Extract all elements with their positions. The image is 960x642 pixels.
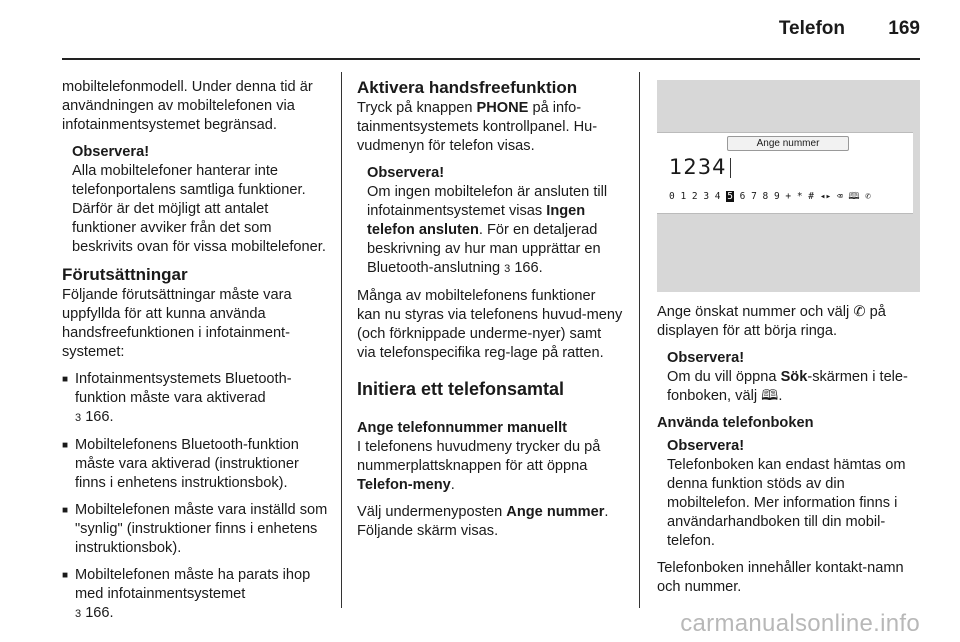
column-divider-2	[639, 72, 640, 608]
page-reference[interactable]	[504, 260, 543, 276]
keypad-row: 0 1 2 3 4 5 6 7 8 9 + * # ◂▸ ⌫ 🕮 ✆	[669, 191, 871, 202]
note-box	[62, 143, 330, 257]
section-heading: Förutsättningar	[62, 265, 188, 284]
paragraph: Många av mobiltelefonens funktioner kan nu styras via telefonens huvud-meny (och förknippade underme-nyer) samt via telefonspecifika reg-lage på ratten.	[357, 288, 623, 361]
display-screen	[657, 132, 913, 214]
ref-arrow-icon: 3	[75, 412, 82, 424]
screen-figure	[657, 80, 920, 292]
column-1	[62, 78, 330, 628]
list-item	[62, 370, 330, 428]
page-number: 169	[888, 18, 920, 39]
call-icon: ✆	[853, 304, 866, 320]
list-item-text: Mobiltelefonen måste vara inställd som "synlig" (instruktioner finns i enhetens instruktionsbok).	[75, 502, 328, 556]
paragraph: Välj undermenyposten Ange nummer. Följande skärm visas.	[357, 504, 609, 539]
ref-arrow-icon: 3	[504, 263, 511, 275]
note-box	[357, 164, 623, 279]
note-title: Observera!	[367, 165, 445, 181]
entered-number: 1234	[669, 155, 731, 179]
watermark: carmanualsonline.info	[680, 610, 920, 637]
list-item-text: Mobiltelefonens Bluetooth-funktion måste vara aktiverad (instruktioner finns i enhetens instruktionsbok).	[75, 437, 299, 491]
note-text: Om du vill öppna Sök-skärmen i tele-fonboken, välj 🕮.	[667, 369, 908, 404]
paragraph: I telefonens huvudmeny trycker du på nummerplattsknappen för att öppna Telefon-meny.	[357, 439, 601, 493]
note-title: Observera!	[667, 438, 745, 454]
screen-title: Ange nummer	[727, 136, 849, 151]
column-3	[657, 303, 923, 605]
intro-paragraph: mobiltelefonmodell. Under denna tid är användningen av mobiltelefonen via infotainmentsystemet begränsad.	[62, 79, 313, 133]
paragraph: Tryck på knappen PHONE på info-tainmentsystemets kontrollpanel. Hu-vudmenyn för telefon visas.	[357, 100, 598, 154]
lead-paragraph: Följande förutsättningar måste vara uppfyllda för att kunna använda handsfreefunktionen i infotainment-systemet:	[62, 287, 292, 360]
page-header	[779, 18, 920, 40]
list-item-text: Mobiltelefonen måste ha parats ihop med infotainmentsystemet	[75, 567, 311, 602]
section-heading: Aktivera handsfreefunktion	[357, 78, 578, 97]
button-name: PHONE	[476, 100, 529, 116]
selected-key: 5	[727, 191, 733, 202]
ref-page: 166.	[514, 260, 543, 276]
note-text: Om ingen mobiltelefon är ansluten till infotainmentsystemet visas Ingen telefon ansluten. För en detaljerad beskrivning av hur man upprättar en Bluetooth-anslutning 3 166.	[367, 184, 608, 276]
note-title: Observera!	[667, 350, 745, 366]
text-cursor	[730, 158, 731, 178]
ref-page: 166.	[85, 409, 114, 425]
column-divider-1	[341, 72, 342, 608]
list-item	[62, 436, 330, 493]
list-item	[62, 566, 330, 624]
note-box	[657, 349, 923, 406]
list-item-text: Infotainmentsystemets Bluetooth-funktion måste vara aktiverad	[75, 371, 292, 406]
paragraph: Ange önskat nummer och välj ✆ på displayen för att börja ringa.	[657, 304, 886, 339]
note-box	[657, 437, 923, 551]
column-2	[357, 78, 623, 549]
list-item	[62, 501, 330, 558]
subheading: Ange telefonnummer manuellt	[357, 420, 568, 436]
note-text: Alla mobiltelefoner hanterar inte telefonportalens samtliga funktioner. Därför är det möjligt att antalet funktioner avviker från det som beskrivits ovan för vissa mobiltelefoner.	[72, 163, 326, 255]
ref-page: 166.	[85, 605, 114, 621]
subheading: Använda telefonboken	[657, 415, 814, 431]
section-heading: Initiera ett telefonsamtal	[357, 379, 565, 399]
ref-arrow-icon: 3	[75, 608, 82, 620]
requirements-list	[62, 370, 330, 624]
header-divider	[62, 58, 920, 60]
section-title: Telefon	[778, 18, 846, 39]
note-title: Observera!	[72, 144, 150, 160]
page-reference[interactable]	[75, 409, 114, 425]
note-text: Telefonboken kan endast hämtas om denna funktion stöds av din mobiltelefon. Mer information finns i användarhandboken till din mobil-telefon.	[667, 457, 906, 549]
page-reference[interactable]	[75, 605, 114, 621]
paragraph: Telefonboken innehåller kontakt-namn och nummer.	[657, 560, 904, 595]
phonebook-icon: 🕮	[761, 388, 779, 404]
